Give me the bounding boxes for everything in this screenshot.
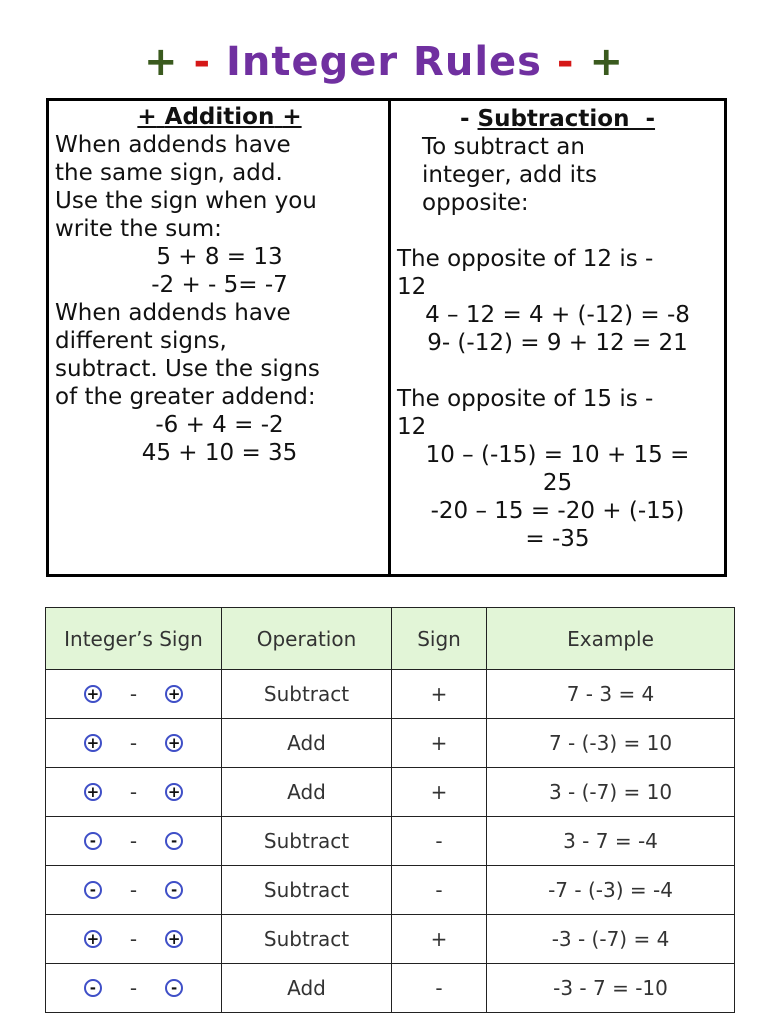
operation-cell: Subtract (222, 866, 392, 915)
sign-cell: - (392, 964, 487, 1013)
subtraction-column (391, 101, 724, 574)
subtraction-heading-minus-left: - (459, 106, 470, 132)
example-cell: -3 - (-7) = 4 (487, 915, 735, 964)
title-text: Integer Rules (226, 39, 542, 85)
minus-operator: - (129, 682, 138, 706)
addition-line: Use the sign when you (55, 188, 317, 214)
subtraction-example: 9- (-12) = 9 + 12 = 21 (427, 330, 688, 356)
example-cell: 7 - 3 = 4 (487, 670, 735, 719)
operation-cell: Add (222, 964, 392, 1013)
subtraction-example: 10 – (-15) = 10 + 15 = (425, 442, 690, 468)
minus-operator: - (129, 878, 138, 902)
subtraction-heading-minus-right: - (645, 106, 656, 132)
subtraction-opposite: 12 (397, 274, 427, 300)
table-row (46, 866, 735, 915)
subtraction-example: -20 – 15 = -20 + (-15) (430, 498, 685, 524)
plus-circle-icon: + (84, 685, 102, 703)
integers-sign-cell (46, 670, 222, 719)
subtraction-line: opposite: (422, 190, 529, 216)
plus-circle-icon: + (84, 930, 102, 948)
minus-circle-icon: - (84, 832, 102, 850)
addition-heading-plus-right: + (282, 104, 302, 130)
addition-column (49, 101, 391, 574)
addition-example: 45 + 10 = 35 (141, 440, 298, 466)
sign-cell: - (392, 866, 487, 915)
subtraction-opposite: The opposite of 15 is - (397, 386, 654, 412)
integers-sign-cell (46, 768, 222, 817)
minus-operator: - (129, 976, 138, 1000)
title-plus-left: + (144, 39, 179, 85)
integers-sign-cell (46, 719, 222, 768)
table-row (46, 719, 735, 768)
integers-sign-cell (46, 866, 222, 915)
integers-sign-cell (46, 964, 222, 1013)
addition-heading-plus-left: + (137, 104, 157, 130)
addition-line: When addends have (55, 132, 291, 158)
plus-circle-icon: + (84, 783, 102, 801)
integers-sign-cell (46, 817, 222, 866)
sign-cell: - (392, 817, 487, 866)
minus-circle-icon: - (84, 979, 102, 997)
minus-circle-icon: - (84, 881, 102, 899)
addition-line: write the sum: (55, 216, 222, 242)
example-cell: 3 - (-7) = 10 (487, 768, 735, 817)
plus-circle-icon: + (84, 734, 102, 752)
example-cell: -3 - 7 = -10 (487, 964, 735, 1013)
operation-cell: Subtract (222, 670, 392, 719)
subtraction-heading (397, 105, 718, 133)
addition-line: When addends have (55, 300, 291, 326)
integers-sign-cell (46, 915, 222, 964)
subtraction-example: 4 – 12 = 4 + (-12) = -8 (425, 302, 690, 328)
minus-operator: - (129, 927, 138, 951)
header-integers-sign: Integer’s Sign (46, 608, 222, 670)
addition-heading (55, 103, 384, 131)
plus-circle-icon: + (165, 930, 183, 948)
addition-line: the same sign, add. (55, 160, 283, 186)
table-row (46, 768, 735, 817)
page-title (0, 36, 768, 88)
addition-example: -6 + 4 = -2 (155, 412, 284, 438)
plus-circle-icon: + (165, 783, 183, 801)
subtraction-line: integer, add its (422, 162, 597, 188)
header-sign: Sign (392, 608, 487, 670)
example-cell: 3 - 7 = -4 (487, 817, 735, 866)
rules-box (46, 98, 727, 577)
operation-cell: Add (222, 719, 392, 768)
header-example: Example (487, 608, 735, 670)
subtraction-opposite: 12 (397, 414, 427, 440)
sign-cell: + (392, 670, 487, 719)
plus-circle-icon: + (165, 734, 183, 752)
operation-cell: Subtract (222, 915, 392, 964)
minus-circle-icon: - (165, 979, 183, 997)
example-cell: -7 - (-3) = -4 (487, 866, 735, 915)
minus-operator: - (129, 780, 138, 804)
minus-circle-icon: - (165, 881, 183, 899)
subtraction-heading-text: Subtraction (477, 106, 630, 132)
table-row (46, 915, 735, 964)
table-row (46, 670, 735, 719)
table-header-row (46, 608, 735, 670)
subtraction-example: 25 (542, 470, 573, 496)
sign-rules-table (45, 607, 735, 1013)
table-row (46, 817, 735, 866)
title-plus-right: + (589, 39, 624, 85)
addition-example: -2 + - 5= -7 (151, 272, 288, 298)
subtraction-line: To subtract an (422, 134, 585, 160)
title-minus-right: - (556, 39, 575, 85)
addition-heading-text: Addition (164, 104, 275, 130)
header-operation: Operation (222, 608, 392, 670)
addition-line: subtract. Use the signs (55, 356, 320, 382)
sign-cell: + (392, 768, 487, 817)
addition-line: of the greater addend: (55, 384, 316, 410)
title-minus-left: - (193, 39, 212, 85)
addition-example: 5 + 8 = 13 (156, 244, 283, 270)
operation-cell: Add (222, 768, 392, 817)
minus-operator: - (129, 731, 138, 755)
minus-operator: - (129, 829, 138, 853)
subtraction-example: = -35 (525, 526, 590, 552)
subtraction-opposite: The opposite of 12 is - (397, 246, 654, 272)
sign-cell: + (392, 719, 487, 768)
minus-circle-icon: - (165, 832, 183, 850)
table-row (46, 964, 735, 1013)
sign-cell: + (392, 915, 487, 964)
plus-circle-icon: + (165, 685, 183, 703)
example-cell: 7 - (-3) = 10 (487, 719, 735, 768)
operation-cell: Subtract (222, 817, 392, 866)
addition-line: different signs, (55, 328, 227, 354)
